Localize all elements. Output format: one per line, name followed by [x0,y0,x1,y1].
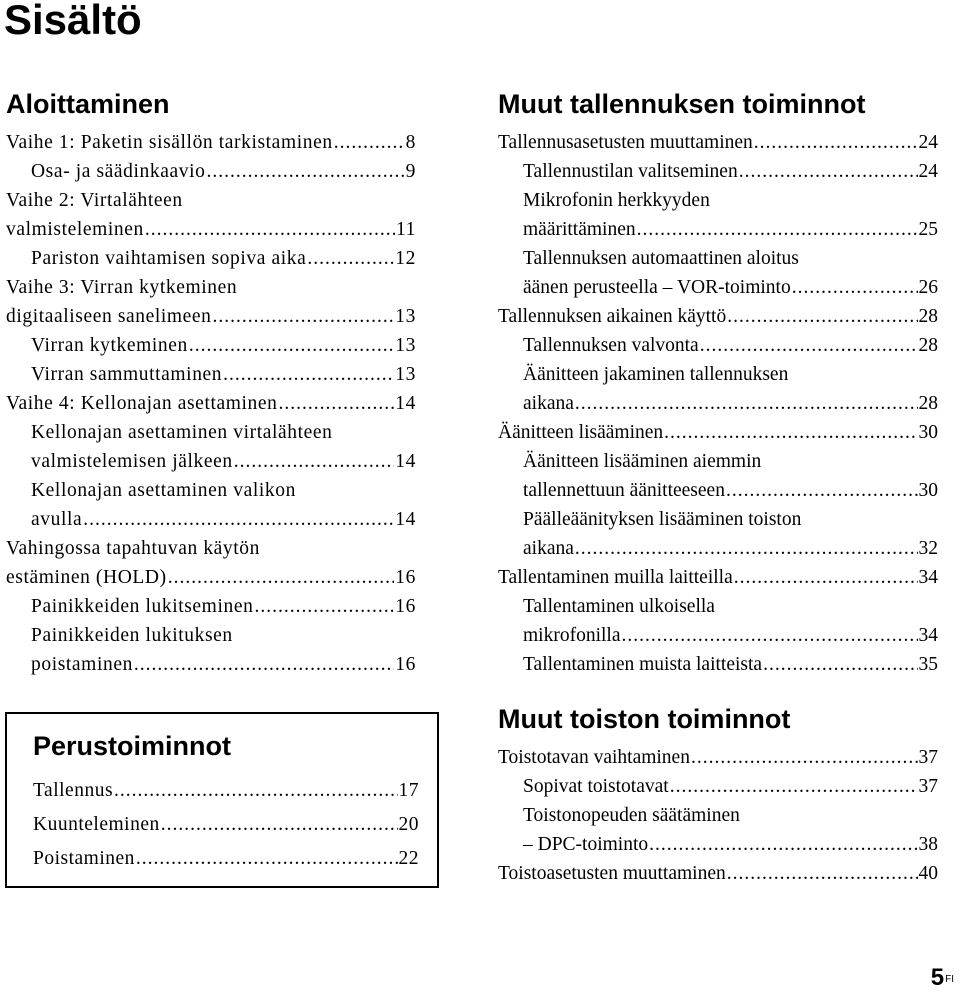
toc-entry[interactable]: Vahingossa tapahtuvan käytön estäminen (HOLD) ..... 16 [6,534,416,592]
page-title: Sisältö [4,0,142,43]
page-ref: 37 [918,747,938,768]
toc-entry[interactable]: Poistaminen ..... 22 [33,842,419,876]
toc-entry[interactable]: Tallennus ..... 17 [33,774,419,808]
page-ref: 32 [918,538,938,559]
toc-column-right [498,86,938,888]
page-ref: 14 [395,393,416,414]
toc-entry[interactable]: Vaihe 2: Virtalähteen valmisteleminen ..... 11 [6,186,416,244]
page-ref: 16 [395,654,416,675]
toc-entry[interactable]: Tallennuksen automaattinen aloitus äänen perusteella – VOR-toiminto ..... 26 [498,244,938,302]
page-ref: 34 [918,567,938,588]
page-ref: 37 [918,776,938,797]
toc-entry[interactable]: Tallennustilan valitseminen ..... 24 [498,157,938,186]
toc-entry[interactable]: Virran kytkeminen ..... 13 [6,331,416,360]
toc-entry[interactable]: Tallennusasetusten muuttaminen ..... 24 [498,128,938,157]
language-mark: FI [945,974,954,985]
toc-entry[interactable]: Äänitteen jakaminen tallennuksen aikana ..... 28 [498,360,938,418]
toc-entry[interactable]: Tallentaminen muilla laitteilla ..... 34 [498,563,938,592]
toc-entry[interactable]: Sopivat toistotavat ..... 37 [498,772,938,801]
page-ref: 28 [918,335,938,356]
page-ref: 14 [395,451,416,472]
page-ref: 13 [395,364,416,385]
page-ref: 24 [918,132,938,153]
section-heading-muut-toiston-toiminnot: Muut toiston toiminnot [498,704,791,734]
toc-entry[interactable]: Kuunteleminen ..... 20 [33,808,419,842]
page-ref: 38 [918,834,938,855]
page-ref: 30 [918,422,938,443]
toc-entry[interactable]: Vaihe 4: Kellonajan asettaminen ..... 14 [6,389,416,418]
page-ref: 26 [918,277,938,298]
page-ref: 20 [398,814,419,835]
toc-entry[interactable]: Tallennuksen valvonta ..... 28 [498,331,938,360]
section-heading-aloittaminen: Aloittaminen [6,89,170,119]
page-ref: 8 [405,132,416,153]
toc-entry[interactable]: Painikkeiden lukitseminen ..... 16 [6,592,416,621]
toc-entry[interactable]: Pariston vaihtamisen sopiva aika ..... 12 [6,244,416,273]
toc-entry[interactable]: Painikkeiden lukituksen poistaminen ..... 16 [6,621,416,679]
page-ref: 12 [395,248,416,269]
toc-entry[interactable]: Kellonajan asettaminen virtalähteen valmistelemisen jälkeen ..... 14 [6,418,416,476]
page-number: $5^{FI}$ [930,964,954,991]
section-heading-perustoiminnot: Perustoiminnot [33,731,232,761]
toc-entry[interactable]: Kellonajan asettaminen valikon avulla ..... 14 [6,476,416,534]
page-ref: 28 [918,393,938,414]
toc-entry[interactable]: Toistonopeuden säätäminen – DPC-toiminto ..... 38 [498,801,938,859]
toc-entry[interactable]: Mikrofonin herkkyyden määrittäminen ..... 25 [498,186,938,244]
page-ref: 9 [405,161,416,182]
toc-entry[interactable]: Äänitteen lisääminen ..... 30 [498,418,938,447]
page-ref: 35 [918,654,938,675]
page-ref: 13 [395,306,416,327]
toc-entry[interactable]: Osa- ja säädinkaavio ..... 9 [6,157,416,186]
perustoiminnot-box [5,712,439,888]
toc-entry[interactable]: Tallennuksen aikainen käyttö ..... 28 [498,302,938,331]
page-ref: 13 [395,335,416,356]
toc-entry[interactable]: Vaihe 1: Paketin sisällön tarkistaminen ..... 8 [6,128,416,157]
page-ref: 30 [918,480,938,501]
page-ref: 40 [918,863,938,884]
page-ref: 16 [395,567,416,588]
toc-entry[interactable]: Tallentaminen muista laitteista ..... 35 [498,650,938,679]
toc-entry[interactable]: Tallentaminen ulkoisella mikrofonilla ..... 34 [498,592,938,650]
page-ref: 11 [396,219,416,240]
page-ref: 17 [398,780,419,801]
toc-entry[interactable]: Toistoasetusten muuttaminen ..... 40 [498,859,938,888]
toc-entry[interactable]: Virran sammuttaminen ..... 13 [6,360,416,389]
page-ref: 25 [918,219,938,240]
toc-entry[interactable]: Vaihe 3: Virran kytkeminen digitaaliseen sanelimeen ..... 13 [6,273,416,331]
toc-column-left [6,86,416,679]
toc-entry[interactable]: Toistotavan vaihtaminen ..... 37 [498,743,938,772]
page-ref: 16 [395,596,416,617]
section-heading-muut-tallennuksen-toiminnot: Muut tallennuksen toiminnot [498,89,866,119]
toc-entry[interactable]: Päälleäänityksen lisääminen toiston aikana ..... 32 [498,505,938,563]
page-ref: 22 [398,848,419,869]
page-ref: 28 [918,306,938,327]
toc-entry[interactable]: Äänitteen lisääminen aiemmin tallennettuun äänitteeseen ..... 30 [498,447,938,505]
page-ref: 14 [395,509,416,530]
page-ref: 24 [918,161,938,182]
page-ref: 34 [918,625,938,646]
